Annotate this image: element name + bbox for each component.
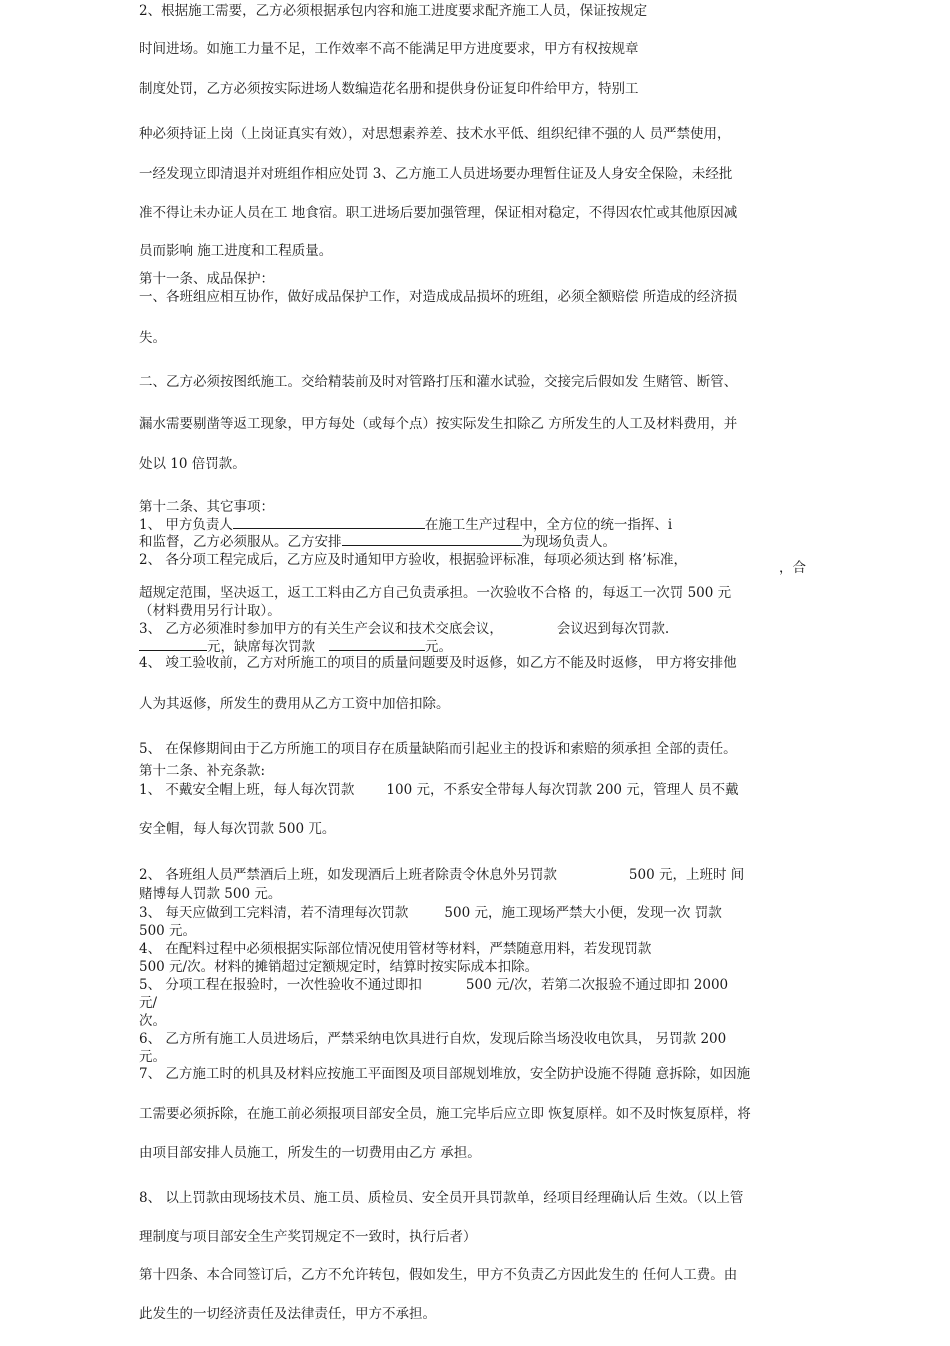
item-text: 1、 不戴安全帽上班，每人每次罚款 <box>139 782 355 798</box>
item-text: 5、 分项工程在报验时，一次性验收不通过即扣 <box>139 977 422 993</box>
text-line: 2、根据施工需要，乙方必须根据承包内容和施工进度要求配齐施工人员，保证按规定 <box>139 3 648 19</box>
text-line: 一经发现立即清退并对班组作相应处罚 3、乙方施工人员进场要办理暂住证及人身安全保险，未经批 <box>139 166 733 182</box>
text-line: 制度处罚，乙方必须按实际进场人数编造花名册和提供身份证复印件给甲方，特别工 <box>139 81 639 97</box>
text-line <box>139 782 739 798</box>
item-text: 3、 每天应做到工完料清，若不清理每次罚款 <box>139 905 409 921</box>
text-line: 赌博每人罚款 500 元。 <box>139 886 282 902</box>
text-line: 第十四条、本合同签订后，乙方不允许转包，假如发生，甲方不负责乙方因此发生的 任何人工费。由 <box>139 1267 738 1283</box>
text-line: 准不得让未办证人员在工 地食宿。职工进场后要加强管理，保证相对稳定，不得因农忙或其他原因减 <box>139 205 738 221</box>
text-line: 元/ <box>139 995 158 1011</box>
text-line: 500 元/次。材料的摊销超过定额规定时，结算时按实际成本扣除。 <box>139 959 539 975</box>
text-fragment: ，合 <box>779 560 806 576</box>
text-line: 种必须持证上岗（上岗证真实有效），对思想素养差、技术水平低、组织纪律不强的人 员严禁使用， <box>139 126 731 142</box>
item-text: 2、 各班组人员严禁酒后上班，如发现酒后上班者除责令休息外另罚款 <box>139 867 557 883</box>
text-line: 7、 乙方施工时的机具及材料应按施工平面图及项目部规划堆放，安全防护设施不得随 意拆除，如因施 <box>139 1066 751 1082</box>
item-text: 在施工生产过程中，全方位的统一指挥、i <box>424 517 673 533</box>
text-line: 失。 <box>139 330 166 346</box>
text-line: 时间进场。如施工力量不足，工作效率不高不能满足甲方进度要求，甲方有权按规章 <box>139 41 639 57</box>
text-line <box>139 977 728 993</box>
text-line: 此发生的一切经济责任及法律责任，甲方不承担。 <box>139 1306 436 1322</box>
fill-in-blank <box>233 516 425 529</box>
text-line <box>139 533 616 550</box>
text-line: 人为其返修，所发生的费用从乙方工资中加倍扣除。 <box>139 696 450 712</box>
fill-in-blank <box>342 533 522 546</box>
item-text: 3、 乙方必须准时参加甲方的有关生产会议和技术交底会议， <box>139 621 503 637</box>
text-line: （材料费用另行计取）。 <box>139 603 281 619</box>
item-text: 元，缺席每次罚款 <box>207 639 315 655</box>
item-text: 为现场负责人。 <box>521 534 616 550</box>
section-heading: 第十二条、补充条款: <box>139 763 266 779</box>
text-line: 漏水需要剔凿等返工现象，甲方每处（或每个点）按实际发生扣除乙 方所发生的人工及材料费用，并 <box>139 416 738 432</box>
text-line: 4、 在配料过程中必须根据实际部位情况使用管材等材料，严禁随意用料，若发现罚款 <box>139 941 652 957</box>
item-text: 和监督，乙方必须服从。乙方安排 <box>139 534 342 550</box>
item-text: 500 元，上班时 间 <box>628 867 745 883</box>
section-heading: 第十一条、成品保护： <box>139 271 274 287</box>
text-line: 由项目部安排人员施工，所发生的一切费用由乙方 承担。 <box>139 1145 481 1161</box>
text-line: 工需要必须拆除，在施工前必须报项目部安全员，施工完毕后应立即 恢复原样。如不及时恢复原样，将 <box>139 1106 751 1122</box>
text-line: 2、 各分项工程完成后，乙方应及时通知甲方验收，根据验评标准，每项必须达到 格’标准， <box>139 552 687 568</box>
fill-in-blank <box>329 638 425 651</box>
item-text: 100 元，不系安全带每人每次罚款 200 元，管理人 员不戴 <box>386 782 739 798</box>
text-line: 二、乙方必须按图纸施工。交给精装前及时对管路打压和灌水试验，交接完后假如发 生赌管、断管、 <box>139 374 738 390</box>
text-line: 员而影响 施工进度和工程质量。 <box>139 243 333 259</box>
text-line: 一、各班组应相互协作，做好成品保护工作，对造成成品损坏的班组，必须全额赔偿 所造成的经济损 <box>139 289 738 305</box>
text-line: 超规定范围，坚决返工，返工工料由乙方自己负责承担。一次验收不合格 的，每返工一次罚 500 元 <box>139 585 732 601</box>
text-line: 元。 <box>139 1049 166 1065</box>
item-text: 元。 <box>425 639 452 655</box>
text-line: 理制度与项目部安全生产奖罚规定不一致时，执行后者） <box>139 1229 477 1245</box>
text-line: 500 元。 <box>139 923 197 939</box>
item-text: 会议迟到每次罚款. <box>556 621 670 637</box>
text-line: 8、 以上罚款由现场技术员、施工员、质检员、安全员开具罚款单，经项目经理确认后 生效。（以上管 <box>139 1190 744 1206</box>
text-line: 4、 竣工验收前，乙方对所施工的项目的质量问题要及时返修，如乙方不能及时返修， 甲方将安排他 <box>139 655 737 671</box>
text-line <box>139 638 452 655</box>
item-text: 500 元/次，若第二次报验不通过即扣 2000 <box>465 977 729 993</box>
text-line <box>139 621 669 637</box>
fill-in-blank <box>139 638 207 651</box>
text-line: 5、 在保修期间由于乙方所施工的项目存在质量缺陷而引起业主的投诉和索赔的须承担 全部的责任。 <box>139 741 737 757</box>
text-line <box>139 905 722 921</box>
text-line <box>139 867 744 883</box>
text-line <box>139 516 672 533</box>
item-text: 1、 甲方负责人 <box>139 517 233 533</box>
text-line: 处以 10 倍罚款。 <box>139 456 246 472</box>
text-line: 安全帽，每人每次罚款 500 兀。 <box>139 821 336 837</box>
text-line: 6、 乙方所有施工人员进场后，严禁采纳电饮具进行自炊，发现后除当场没收电饮具， 另罚款 200 <box>139 1031 727 1047</box>
text-line: 次。 <box>139 1013 166 1029</box>
item-text: 500 元，施工现场严禁大小便，发现一次 罚款 <box>444 905 722 921</box>
section-heading: 第十二条、其它事项： <box>139 499 274 515</box>
